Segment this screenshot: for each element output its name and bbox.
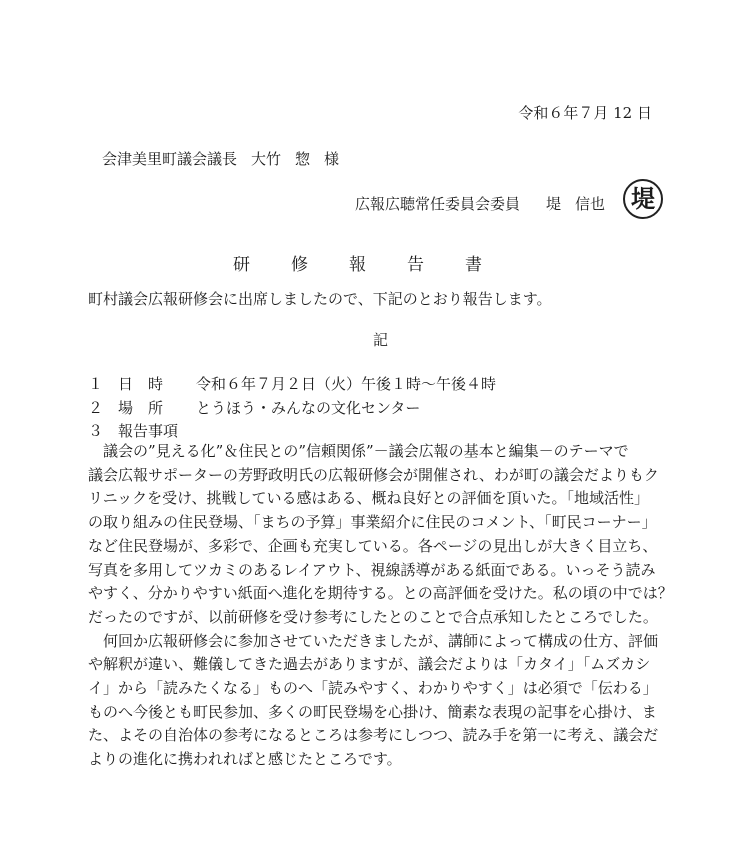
addressee-title: 会津美里町議会議長 <box>102 150 238 168</box>
body-line: リニックを受け、挑戦している感はある、概ね良好との評価を頂いた。「地域活性」 <box>88 489 650 508</box>
item-report <box>88 420 196 441</box>
item-number: ２ <box>88 399 104 417</box>
body-line: の取り組みの住民登場、「まちの予算」事業紹介に住民のコメント、「町民コーナー」 <box>88 513 657 532</box>
reporter-position: 広報広聴常任委員会委員 <box>355 195 521 213</box>
body-line: だったのですが、以前研修を受け参考にしたとのことで合点承知したところでした。 <box>88 607 658 626</box>
item-number: １ <box>88 375 104 393</box>
body-line: 議会の”見える化”＆住民との”信頼関係”－議会広報の基本と編集－のテーマで <box>103 442 629 460</box>
body-line: 議会広報サポーターの芳野政明氏の広報研修会が開催され、わが町の議会だよりもク <box>88 465 659 484</box>
item-datetime <box>88 373 496 394</box>
item-label: 報告事項 <box>118 422 179 440</box>
addressee <box>102 148 339 169</box>
item-value: 令和６年７月２日（火）午後１時～午後４時 <box>196 375 497 393</box>
item-place <box>88 397 420 418</box>
reporter <box>355 193 605 214</box>
report-date: 令和６年７月 12 日 <box>518 104 652 122</box>
body-line: 写真を多用してツカミのあるレイアウト、視線誘導がある紙面である。いっそう読み <box>88 560 656 579</box>
body-line: 何回か広報研修会に参加させていただきましたが、講師によって構成の仕方、評価 <box>103 631 659 650</box>
item-number: ３ <box>88 422 104 440</box>
body-line: など住民登場が、多彩で、企画も充実している。各ページの見出しが大きく目立ち、 <box>88 536 658 555</box>
reporter-family-name: 堤 <box>546 195 562 213</box>
report-body <box>88 440 678 772</box>
body-line: ものへ今後とも町民参加、多くの町民登場を心掛け、簡素な表現の記事を心掛け、ま <box>88 702 657 721</box>
addressee-family-name: 大竹 <box>251 150 282 168</box>
addressee-honorific: 様 <box>324 150 340 168</box>
body-line: イ」から「読みたくなる」ものへ「読みやすく、わかりやすく」は必須で「伝わる」 <box>88 679 658 698</box>
reporter-given-name: 信也 <box>575 195 606 213</box>
addressee-given-name: 惣 <box>295 150 311 168</box>
document-title: 研修報告書 <box>233 255 523 275</box>
item-label: 場 所 <box>118 399 164 417</box>
body-line: た、よその自治体の参考になるところは参考にしつつ、読み手を第一に考え、議会だ <box>88 726 659 745</box>
lead-sentence: 町村議会広報研修会に出席しましたので、下記のとおり報告します。 <box>88 290 552 308</box>
item-label: 日 時 <box>118 375 164 393</box>
body-line: よりの進化に携われればと感じたところです。 <box>88 750 402 769</box>
item-value: とうほう・みんなの文化センター <box>196 399 421 417</box>
seal-stamp <box>623 179 663 219</box>
body-line: やすく、分かりやすい紙面へ進化を期待する。との高評価を受けた。私の頃の中では？ <box>88 584 673 603</box>
ki-heading: 記 <box>373 331 389 349</box>
body-line: や解釈が違い、難儀してきた過去がありますが、議会だよりは「カタイ」「ムズカシ <box>88 655 651 674</box>
seal-text: 堤 <box>631 184 655 213</box>
